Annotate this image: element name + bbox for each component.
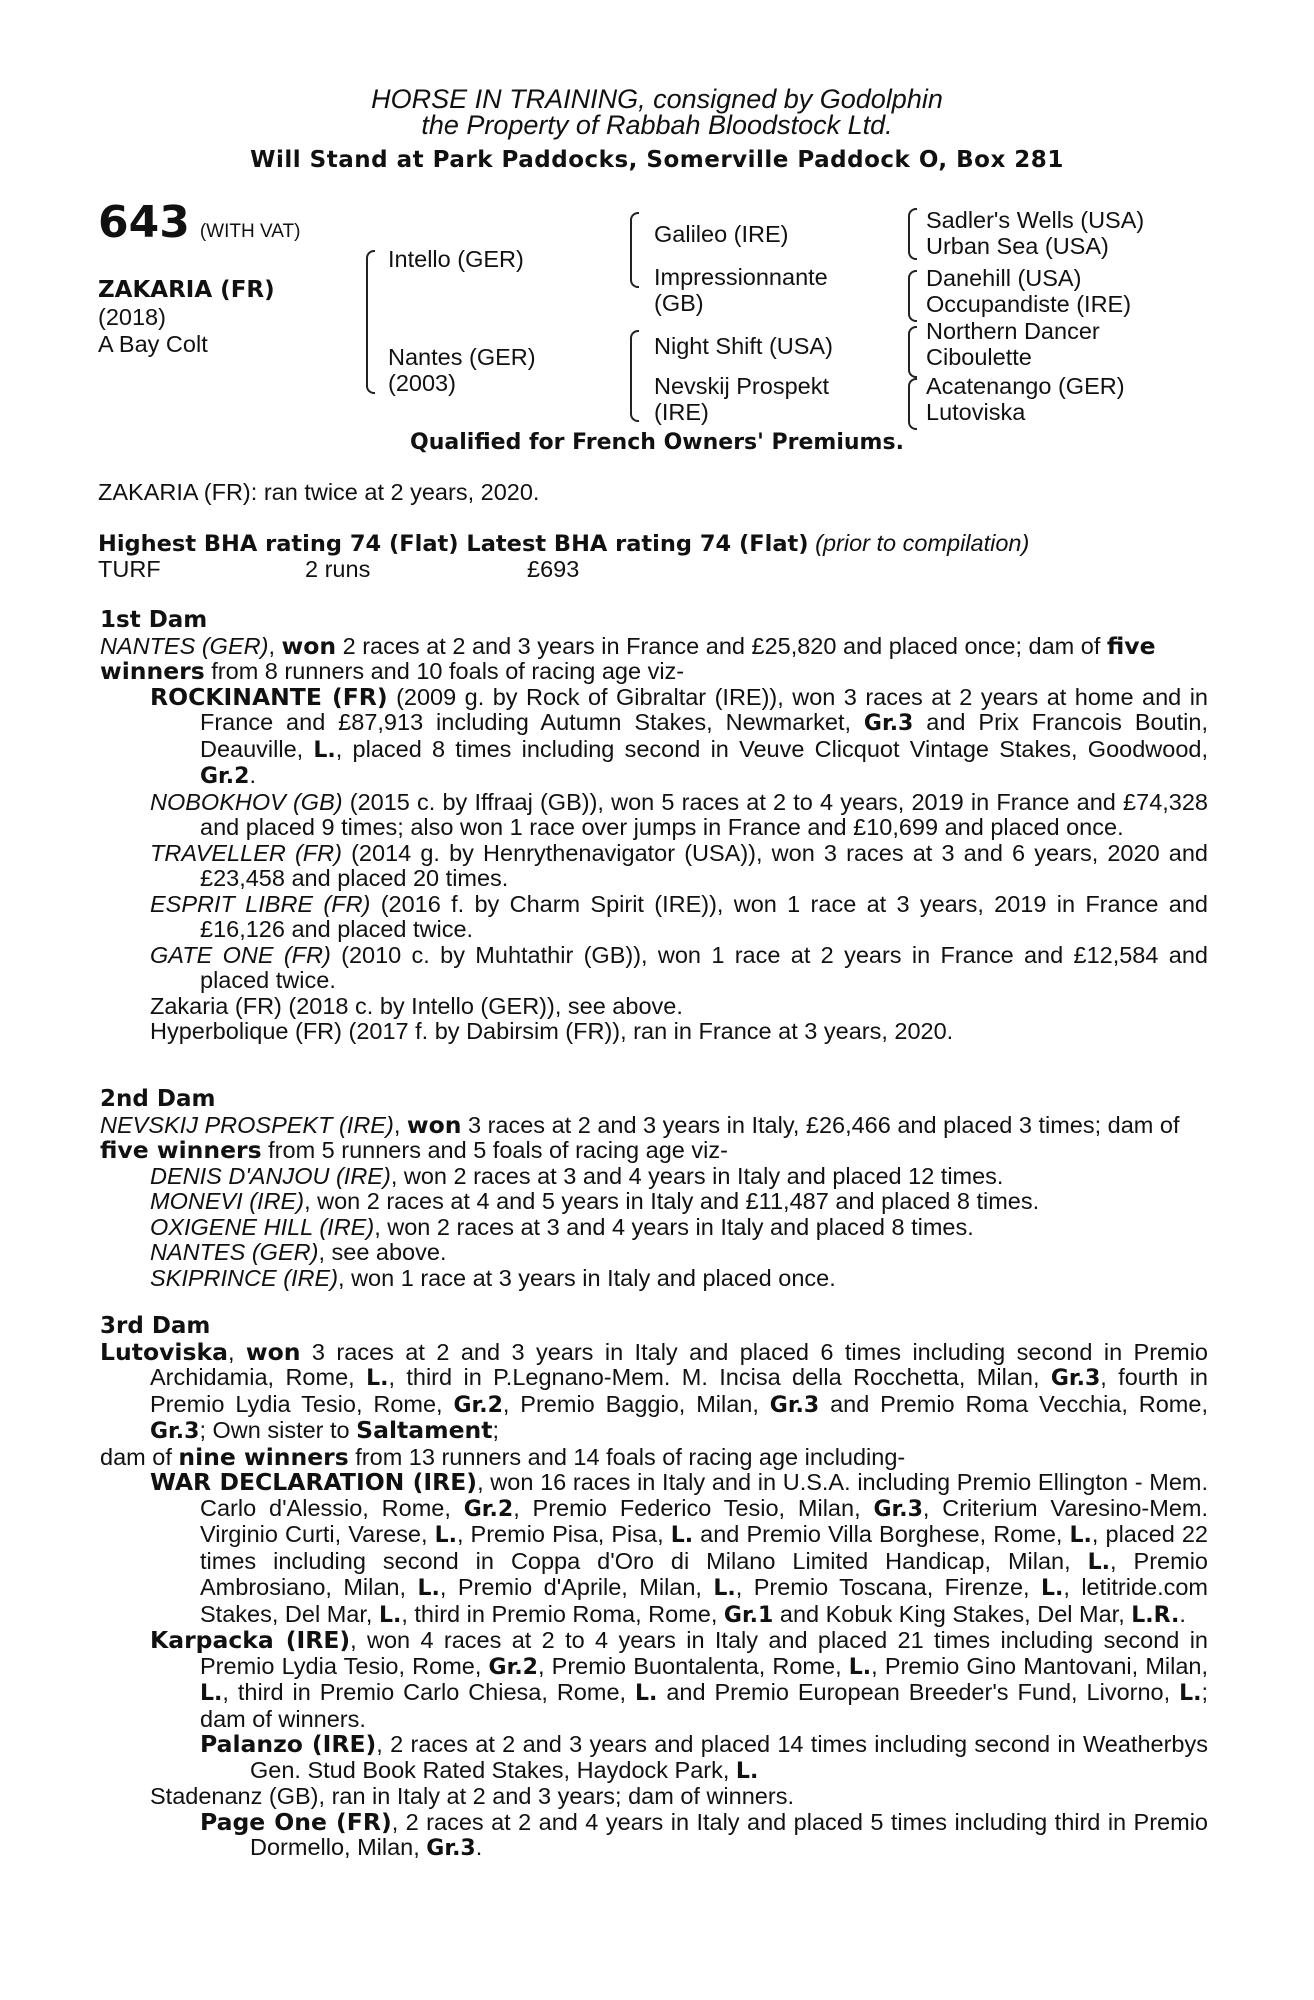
- section-heading: 2nd Dam: [100, 1086, 216, 1112]
- text-run: 2 races at 2 and 3 years in France and £25,820 and placed once; dam of: [336, 632, 1107, 659]
- pedigree-bracket: [908, 378, 917, 430]
- text-run: , won 1 race at 3 years in Italy and placed once.: [338, 1264, 836, 1291]
- third-dam-section: [100, 1314, 1208, 1862]
- grade-badge: L.: [1069, 1523, 1092, 1548]
- first-dam-section: [100, 608, 1208, 1045]
- dam-intro: [100, 1110, 1208, 1164]
- pedigree-sire: Intello (GER): [388, 246, 524, 272]
- grade-badge: L.: [434, 1523, 457, 1548]
- rating-text: Highest BHA rating 74 (Flat) Latest BHA rating 74 (Flat): [98, 531, 809, 557]
- text-run: ,: [393, 1111, 407, 1138]
- text-run: , placed 22 times including second in Coppa d'Oro di Milano Limited Handicap, Milan,: [200, 1521, 1208, 1574]
- pedigree-ssd: Urban Sea (USA): [926, 233, 1109, 259]
- bold-text: WAR DECLARATION (IRE): [150, 1468, 478, 1496]
- second-dam-section: [100, 1087, 1208, 1291]
- progeny-entry: [100, 1732, 1208, 1784]
- text-run: ,: [268, 632, 282, 659]
- bold-text: nine winners: [178, 1442, 349, 1471]
- bold-text: won: [281, 631, 337, 660]
- text-run: , Premio Toscana, Firenze,: [735, 1574, 1041, 1600]
- grade-badge: Gr.2: [488, 1654, 538, 1680]
- text-run: , placed 8 times including second in Veuve Clicquot Vintage Stakes, Goodwood,: [335, 735, 1208, 762]
- grade-badge: Gr.3: [873, 1496, 923, 1522]
- horse-name-italic: OXIGENE HILL (IRE): [150, 1213, 375, 1240]
- text-run: , third in Premio Roma, Rome,: [401, 1600, 724, 1627]
- grade-badge: L.: [200, 1681, 223, 1706]
- bold-text: won: [406, 1110, 462, 1139]
- text-run: .: [1179, 1600, 1186, 1627]
- text-run: , won 16 races in Italy and in U.S.A. including Premio Ellington - Mem. Carlo d'Alessio, Rome,: [200, 1469, 1208, 1521]
- text-run: , Criterium Varesino-Mem. Virginio Curti, Varese,: [200, 1494, 1208, 1547]
- grade-badge: L.: [735, 1758, 759, 1784]
- progeny-entry: [100, 790, 1208, 841]
- text-run: (2014 g. by Henrythenavigator (USA)), won 3 races at 3 and 6 years, 2020 and £23,458 and placed 20 times.: [200, 839, 1208, 891]
- grade-badge: Gr.3: [150, 1419, 200, 1444]
- progeny-list: [100, 682, 1208, 1045]
- progeny-entry: [100, 1266, 1208, 1292]
- text-run: Zakaria (FR) (2018 c. by Intello (GER)), see above.: [150, 992, 683, 1019]
- pedigree-dam-year: (2003): [388, 370, 456, 396]
- progeny-entry: [100, 1240, 1208, 1266]
- text-run: (2010 c. by Muhtathir (GB)), won 1 race at 2 years in France and £12,584 and placed twice.: [200, 941, 1208, 993]
- lot-vat: (WITH VAT): [199, 221, 301, 242]
- pedigree-ddd: Lutoviska: [926, 399, 1026, 425]
- text-run: 3 races at 2 and 3 years in Italy, £26,466 and placed 3 times; dam of: [461, 1111, 1180, 1138]
- horse-name: ZAKARIA (FR): [98, 277, 275, 303]
- bold-text: Page One (FR): [200, 1807, 392, 1836]
- text-run: , won 2 races at 3 and 4 years in Italy and placed 8 times.: [374, 1213, 974, 1240]
- pedigree-bracket: [366, 250, 375, 394]
- text-run: Hyperbolique (FR) (2017 f. by Dabirsim (FR)), ran in France at 3 years, 2020.: [150, 1018, 954, 1044]
- progeny-entry: [100, 1189, 1208, 1215]
- horse-name-italic: DENIS D'ANJOU (IRE): [150, 1162, 391, 1189]
- pedigree-dss: Northern Dancer: [926, 318, 1100, 344]
- text-run: , see above.: [318, 1239, 447, 1265]
- grade-badge: Gr.2: [453, 1392, 503, 1418]
- grade-badge: L.: [417, 1576, 440, 1601]
- pedigree-sire-dam: Impressionnante: [654, 264, 828, 290]
- header-consignor: HORSE IN TRAINING, consigned by Godolphin: [371, 84, 943, 114]
- bold-text: ROCKINANTE (FR): [150, 682, 388, 711]
- record-runs: 2 runs: [305, 556, 371, 582]
- pedigree-dam-dam-origin: (IRE): [654, 399, 709, 425]
- text-run: , Premio Buontalenta, Rome,: [537, 1652, 849, 1679]
- text-run: (2009 g. by Rock of Gibraltar (IRE)), won 3 races at 2 years at home and in France and £87,913 including Autumn Stakes, Newmarket,: [200, 683, 1208, 735]
- header-property: the Property of Rabbah Bloodstock Ltd.: [421, 110, 893, 140]
- text-run: , won 2 races at 3 and 4 years in Italy and placed 12 times.: [390, 1162, 1004, 1189]
- text-run: , Premio d'Aprile, Milan,: [439, 1574, 714, 1600]
- pedigree-bracket: [908, 270, 917, 322]
- record-earnings: £693: [527, 556, 580, 582]
- premiums-note: Qualified for French Owners' Premiums.: [410, 430, 904, 455]
- pedigree-dam-sire: Night Shift (USA): [654, 333, 833, 359]
- text-run: ; Own sister to: [199, 1417, 357, 1443]
- text-run: (2015 c. by Iffraaj (GB)), won 5 races at 2 to 4 years, 2019 in France and £74,328 and placed 9 times; also won 1 race over jumps in France and £10,699 and placed once.: [200, 788, 1208, 840]
- text-run: 3 races at 2 and 3 years in Italy and placed 6 times including second in Premio Archidamia, Rome,: [150, 1338, 1208, 1390]
- pedigree-dds: Acatenango (GER): [926, 373, 1125, 399]
- text-run: .: [249, 762, 256, 788]
- text-run: , Premio Baggio, Milan,: [502, 1390, 770, 1417]
- text-run: ; dam of winners.: [200, 1679, 1208, 1732]
- bold-text: Palanzo (IRE): [200, 1730, 377, 1758]
- progeny-entry: [100, 1019, 1208, 1045]
- progeny-list: [100, 1470, 1208, 1862]
- text-run: and Premio Villa Borghese, Rome,: [693, 1521, 1070, 1547]
- grade-badge: L.: [670, 1523, 694, 1548]
- text-run: , fourth in Premio Lydia Tesio, Rome,: [150, 1364, 1208, 1417]
- progeny-entry: [100, 1628, 1208, 1732]
- horse-name-italic: TRAVELLER (FR): [150, 839, 342, 866]
- text-run: and Premio European Breeder's Fund, Livorno,: [657, 1679, 1180, 1705]
- lot-number: [98, 197, 301, 248]
- race-summary: ZAKARIA (FR): ran twice at 2 years, 2020.: [98, 479, 540, 505]
- progeny-entry: [100, 1807, 1208, 1862]
- pedigree-dam-dam: Nevskij Prospekt: [654, 373, 829, 399]
- pedigree-bracket: [630, 212, 639, 288]
- grade-badge: Gr.2: [463, 1496, 514, 1522]
- rating-note: (prior to compilation): [815, 530, 1030, 556]
- bold-text: Lutoviska: [100, 1337, 228, 1366]
- grade-badge: L.: [635, 1681, 658, 1706]
- progeny-entry: [100, 1215, 1208, 1241]
- progeny-entry: [100, 943, 1208, 994]
- progeny-entry: [100, 1470, 1208, 1628]
- lot-number-value: 643: [98, 197, 190, 248]
- text-run: Stadenanz (GB), ran in Italy at 2 and 3 years; dam of winners.: [150, 1783, 794, 1809]
- bold-text: five winners: [100, 1136, 262, 1164]
- horse-name-italic: SKIPRINCE (IRE): [150, 1264, 339, 1291]
- bold-text: Karpacka (IRE): [150, 1626, 351, 1654]
- progeny-entry: [100, 994, 1208, 1020]
- grade-badge: Gr.3: [769, 1392, 820, 1418]
- pedigree-dam: Nantes (GER): [388, 344, 536, 370]
- grade-badge: L.R.: [1131, 1602, 1180, 1628]
- pedigree-sire-dam-origin: (GB): [654, 290, 704, 316]
- pedigree-dsd: Ciboulette: [926, 344, 1032, 370]
- pedigree-sire-sire: Galileo (IRE): [654, 221, 789, 247]
- rating-line: [98, 531, 1029, 558]
- pedigree-bracket: [908, 326, 917, 378]
- pedigree-sdd: Occupandiste (IRE): [926, 291, 1132, 317]
- text-run: , Premio Federico Tesio, Milan,: [513, 1494, 874, 1521]
- grade-badge: Gr.2: [200, 764, 250, 789]
- grade-badge: L.: [378, 1602, 402, 1628]
- grade-badge: L.: [1040, 1576, 1064, 1601]
- text-run: (2016 f. by Charm Spirit (IRE)), won 1 race at 3 years, 2019 in France and £16,126 and placed twice.: [200, 890, 1208, 942]
- text-run: , letitride.com Stakes, Del Mar,: [200, 1574, 1209, 1627]
- text-run: and Kobuk King Stakes, Del Mar,: [773, 1600, 1132, 1627]
- text-run: , third in Premio Carlo Chiesa, Rome,: [222, 1679, 635, 1705]
- grade-badge: Gr.1: [723, 1602, 774, 1628]
- text-run: ;: [492, 1417, 500, 1443]
- pedigree-sss: Sadler's Wells (USA): [926, 207, 1145, 233]
- progeny-entry: [100, 892, 1208, 943]
- grade-badge: Gr.3: [1050, 1366, 1101, 1391]
- grade-badge: Gr.3: [426, 1836, 476, 1861]
- text-run: , Premio Gino Mantovani, Milan,: [871, 1652, 1208, 1679]
- grade-badge: L.: [848, 1654, 872, 1680]
- progeny-entry: [100, 1784, 1208, 1810]
- progeny-entry: [100, 841, 1208, 892]
- bold-text: Saltament: [356, 1416, 493, 1444]
- text-run: , 2 races at 2 and 3 years and placed 14 times including second in Weatherbys Gen. Stud Book Rated Stakes, Haydock Park,: [250, 1731, 1208, 1783]
- text-run: , third in P.Legnano-Mem. M. Incisa della Rocchetta, Milan,: [388, 1364, 1051, 1390]
- dam-intro: [100, 1337, 1208, 1445]
- text-run: and Prix Francois Boutin, Deauville,: [200, 709, 1208, 762]
- text-run: , 2 races at 2 and 4 years in Italy and placed 5 times including third in Premio Dormello, Milan,: [250, 1808, 1208, 1860]
- text-run: from 5 runners and 5 foals of racing age viz-: [261, 1137, 728, 1163]
- text-run: , won 4 races at 2 to 4 years in Italy and placed 21 times including second in Premio Lydia Tesio, Rome,: [200, 1627, 1209, 1679]
- section-heading: 1st Dam: [100, 607, 208, 633]
- text-run: , won 2 races at 4 and 5 years in Italy and £11,487 and placed 8 times.: [304, 1188, 1040, 1214]
- text-run: , Premio Ambrosiano, Milan,: [200, 1547, 1208, 1600]
- pedigree-bracket: [908, 208, 917, 260]
- text-run: ,: [227, 1338, 246, 1365]
- text-run: and Premio Roma Vecchia, Rome,: [819, 1390, 1208, 1417]
- progeny-entry: [100, 682, 1208, 790]
- grade-badge: L.: [313, 737, 336, 763]
- dam-intro-produce: [100, 1442, 1208, 1471]
- text-run: , Premio Pisa, Pisa,: [456, 1521, 671, 1547]
- horse-year: (2018): [98, 304, 166, 330]
- record-surface: TURF: [98, 556, 161, 582]
- grade-badge: L.: [1087, 1549, 1111, 1575]
- horse-description: A Bay Colt: [98, 331, 208, 357]
- bold-text: won: [245, 1337, 301, 1366]
- horse-name-italic: NEVSKIJ PROSPEKT (IRE): [100, 1111, 394, 1138]
- progeny-list: [100, 1164, 1208, 1292]
- bold-text: five winners: [100, 631, 1156, 685]
- grade-badge: L.: [366, 1366, 389, 1391]
- text-run: from 8 runners and 10 foals of racing age viz-: [204, 658, 685, 684]
- pedigree-bracket: [630, 330, 639, 422]
- dam-intro: [100, 631, 1208, 685]
- horse-name-italic: NANTES (GER): [100, 632, 269, 659]
- header-location: Will Stand at Park Paddocks, Somerville Paddock O, Box 281: [250, 147, 1064, 173]
- text-run: from 13 runners and 14 foals of racing age including-: [348, 1443, 906, 1470]
- text-run: .: [475, 1834, 483, 1860]
- horse-name-italic: NOBOKHOV (GB): [150, 788, 343, 815]
- section-heading: 3rd Dam: [100, 1313, 211, 1339]
- horse-name-italic: NANTES (GER): [150, 1239, 319, 1265]
- grade-badge: L.: [1179, 1681, 1202, 1706]
- grade-badge: Gr.3: [863, 711, 914, 736]
- grade-badge: L.: [713, 1576, 736, 1601]
- horse-name-italic: MONEVI (IRE): [150, 1188, 305, 1214]
- pedigree-sds: Danehill (USA): [926, 265, 1082, 291]
- progeny-entry: [100, 1164, 1208, 1190]
- horse-name-italic: ESPRIT LIBRE (FR): [150, 890, 371, 917]
- text-run: dam of: [100, 1443, 179, 1470]
- horse-name-italic: GATE ONE (FR): [150, 941, 331, 968]
